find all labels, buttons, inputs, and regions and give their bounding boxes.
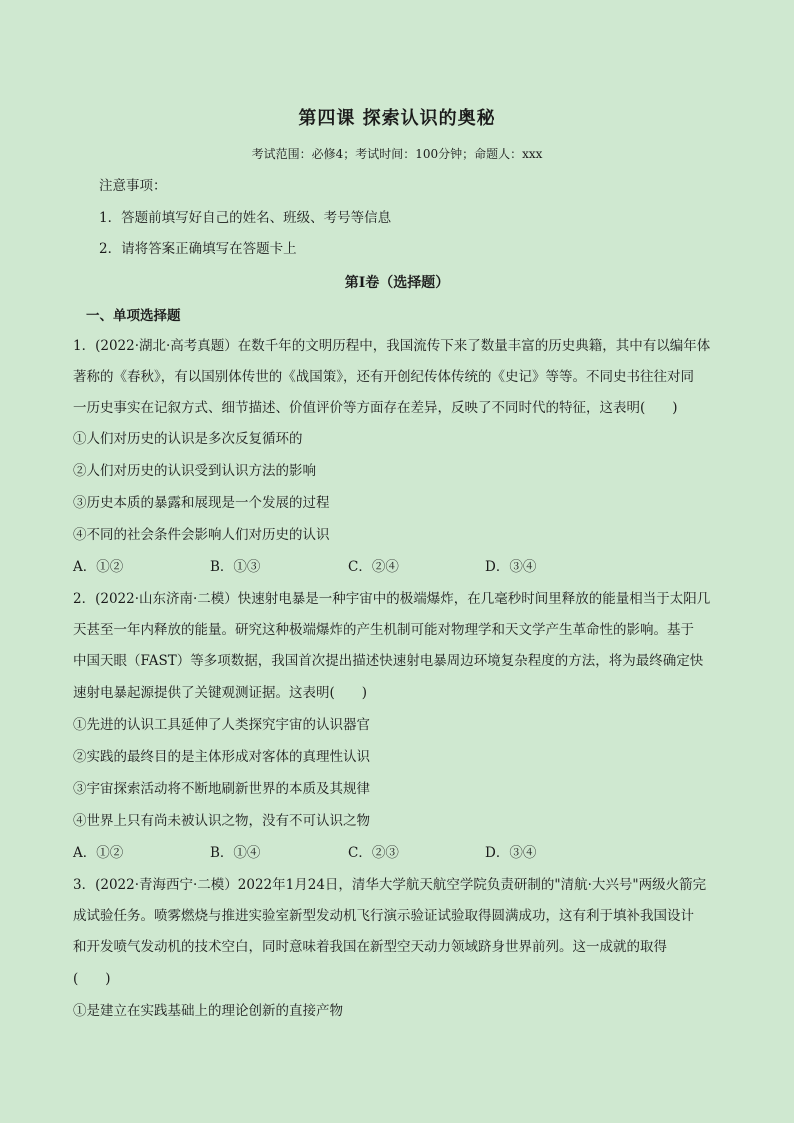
question-1-text: 1．(2022·湖北·高考真题）在数千年的文明历程中，我国流传下来了数量丰富的历史典籍，其中有以编年体 — [73, 338, 711, 354]
notice-item: 2．请将答案正确填写在答题卡上 — [99, 241, 297, 257]
question-3-text: ( ) — [73, 971, 111, 987]
choice-b[interactable]: B．①③ — [210, 559, 261, 575]
question-1-statement: ①人们对历史的认识是多次反复循环的 — [73, 431, 303, 447]
section-title: 第I卷（选择题） — [344, 275, 450, 291]
choice-b[interactable]: B．①④ — [210, 845, 261, 861]
choice-c[interactable]: C．②③ — [348, 845, 399, 861]
choice-d[interactable]: D．③④ — [485, 845, 537, 861]
question-2-statement: ②实践的最终目的是主体形成对客体的真理性认识 — [73, 749, 370, 765]
question-2-statement: ①先进的认识工具延伸了人类探究宇宙的认识器官 — [73, 717, 370, 733]
question-1-statement: ③历史本质的暴露和展现是一个发展的过程 — [73, 495, 330, 511]
question-3-text: 3．(2022·青海西宁·二模）2022年1月24日，清华大学航天航空学院负责研制的"清航·大兴号"两级火箭完 — [73, 877, 707, 893]
question-2-text: 2．(2022·山东济南·二模）快速射电暴是一种宇宙中的极端爆炸，在几毫秒时间里释放的能量相当于太阳几 — [73, 591, 711, 607]
question-3-text: 成试验任务。喷雾燃烧与推进实验室新型发动机飞行演示验证试验取得圆满成功，这有利于填补我国设计 — [73, 908, 694, 924]
choice-d[interactable]: D．③④ — [485, 559, 537, 575]
choice-c[interactable]: C．②④ — [348, 559, 399, 575]
question-3-text: 和开发喷气发动机的技术空白，同时意味着我国在新型空天动力领域跻身世界前列。这一成就的取得 — [73, 939, 667, 955]
part-title: 一、单项选择题 — [86, 308, 181, 324]
question-2-statement: ③宇宙探索活动将不断地刷新世界的本质及其规律 — [73, 781, 370, 797]
question-2-text: 速射电暴起源提供了关键观测证据。这表明( ) — [73, 685, 368, 701]
question-3-statement: ①是建立在实践基础上的理论创新的直接产物 — [73, 1003, 343, 1019]
question-2-statement: ④世界上只有尚未被认识之物，没有不可认识之物 — [73, 813, 370, 829]
notice-heading: 注意事项： — [99, 178, 167, 194]
question-1-statement: ②人们对历史的认识受到认识方法的影响 — [73, 463, 316, 479]
question-1-statement: ④不同的社会条件会影响人们对历史的认识 — [73, 527, 330, 543]
page-title: 第四课 探索认识的奥秘 — [298, 108, 496, 129]
question-2-text: 天甚至一年内释放的能量。研究这种极端爆炸的产生机制可能对物理学和天文学产生革命性的影响。基于 — [73, 622, 694, 638]
notice-item: 1．答题前填写好自己的姓名、班级、考号等信息 — [99, 210, 392, 226]
question-1-text: 一历史事实在记叙方式、细节描述、价值评价等方面存在差异，反映了不同时代的特征，这表明( ) — [73, 400, 678, 416]
choice-a[interactable]: A．①② — [73, 559, 124, 575]
choice-a[interactable]: A．①② — [73, 845, 124, 861]
exam-info: 考试范围：必修4；考试时间：100分钟；命题人：xxx — [251, 147, 543, 161]
question-1-text: 著称的《春秋》，有以国别体传世的《战国策》，还有开创纪传体传统的《史记》等等。不同史书往往对同 — [73, 369, 694, 385]
question-2-text: 中国天眼（FAST）等多项数据，我国首次提出描述快速射电暴周边环境复杂程度的方法，将为最终确定快 — [73, 653, 704, 669]
